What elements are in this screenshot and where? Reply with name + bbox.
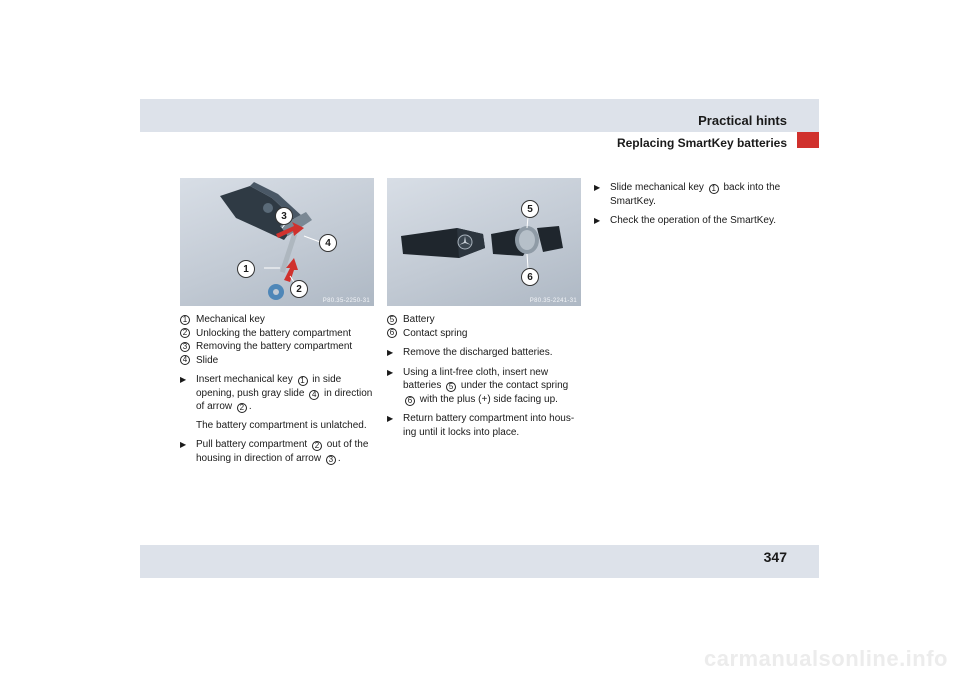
legend-item: 6 Contact spring — [387, 327, 583, 341]
smartkey-closed — [401, 228, 485, 258]
callout-5: 5 — [521, 200, 539, 218]
bullet-arrow-icon: ▶ — [594, 216, 601, 225]
callout-4: 4 — [319, 234, 337, 252]
legend-item: 1 Mechanical key — [180, 313, 376, 327]
section-tab-marker — [797, 132, 819, 148]
callout-6: 6 — [521, 268, 539, 286]
footer-band — [140, 545, 819, 578]
battery-replacement-photo — [387, 178, 581, 306]
instruction-step: ▶ Slide mechanical key 1 back into the SmartKey. — [594, 182, 781, 207]
smartkey-open — [491, 226, 563, 256]
page-subtitle: Replacing SmartKey batteries — [616, 136, 787, 150]
column-middle — [387, 313, 583, 439]
page-number: 347 — [763, 549, 787, 565]
bullet-arrow-icon: ▶ — [594, 183, 601, 192]
callout-3: 3 — [275, 207, 293, 225]
instruction-step: ▶ Remove the discharged batteries. — [387, 347, 553, 358]
smartkey-unlock-photo — [180, 178, 374, 306]
instruction-step: ▶ Check the operation of the SmartKey. — [594, 215, 777, 226]
legend-item: 4 Slide — [180, 354, 376, 368]
callout-2: 2 — [290, 280, 308, 298]
instruction-step: ▶ Pull battery compartment 2 out of the housing in direction of arrow 3 . — [180, 439, 369, 464]
bullet-arrow-icon: ▶ — [180, 440, 187, 449]
column-left — [180, 313, 376, 465]
instruction-step: ▶ Using a lint-free cloth, insert new batteries 5 under the contact spring 6 with the plus (+) side facing up. — [387, 366, 569, 405]
bullet-arrow-icon: ▶ — [180, 375, 187, 384]
bullet-arrow-icon: ▶ — [387, 348, 394, 357]
bullet-arrow-icon: ▶ — [387, 367, 394, 377]
legend-item: 3 Removing the battery compartment — [180, 340, 376, 354]
instruction-note: The battery compartment is unlatched. — [196, 419, 367, 431]
legend-item: 2 Unlocking the battery compartment — [180, 327, 376, 341]
watermark: carmanualsonline.info — [704, 646, 948, 671]
smartkey-illustration — [180, 178, 374, 306]
figure-code: P80.35-2250-31 — [322, 298, 370, 304]
column-right — [594, 175, 794, 228]
battery-illustration — [387, 178, 581, 306]
instruction-step: ▶ Insert mechanical key 1 in side opening, push gray slide 4 in direction of arrow 2 . — [180, 374, 373, 412]
legend-item: 5 Battery — [387, 313, 583, 327]
bullet-arrow-icon: ▶ — [387, 414, 394, 423]
figure-code: P80.35-2241-31 — [529, 298, 577, 304]
callout-1: 1 — [237, 260, 255, 278]
section-title: Practical hints — [698, 113, 787, 128]
instruction-step: ▶ Return battery compartment into hous-ing until it locks into place. — [387, 413, 575, 438]
